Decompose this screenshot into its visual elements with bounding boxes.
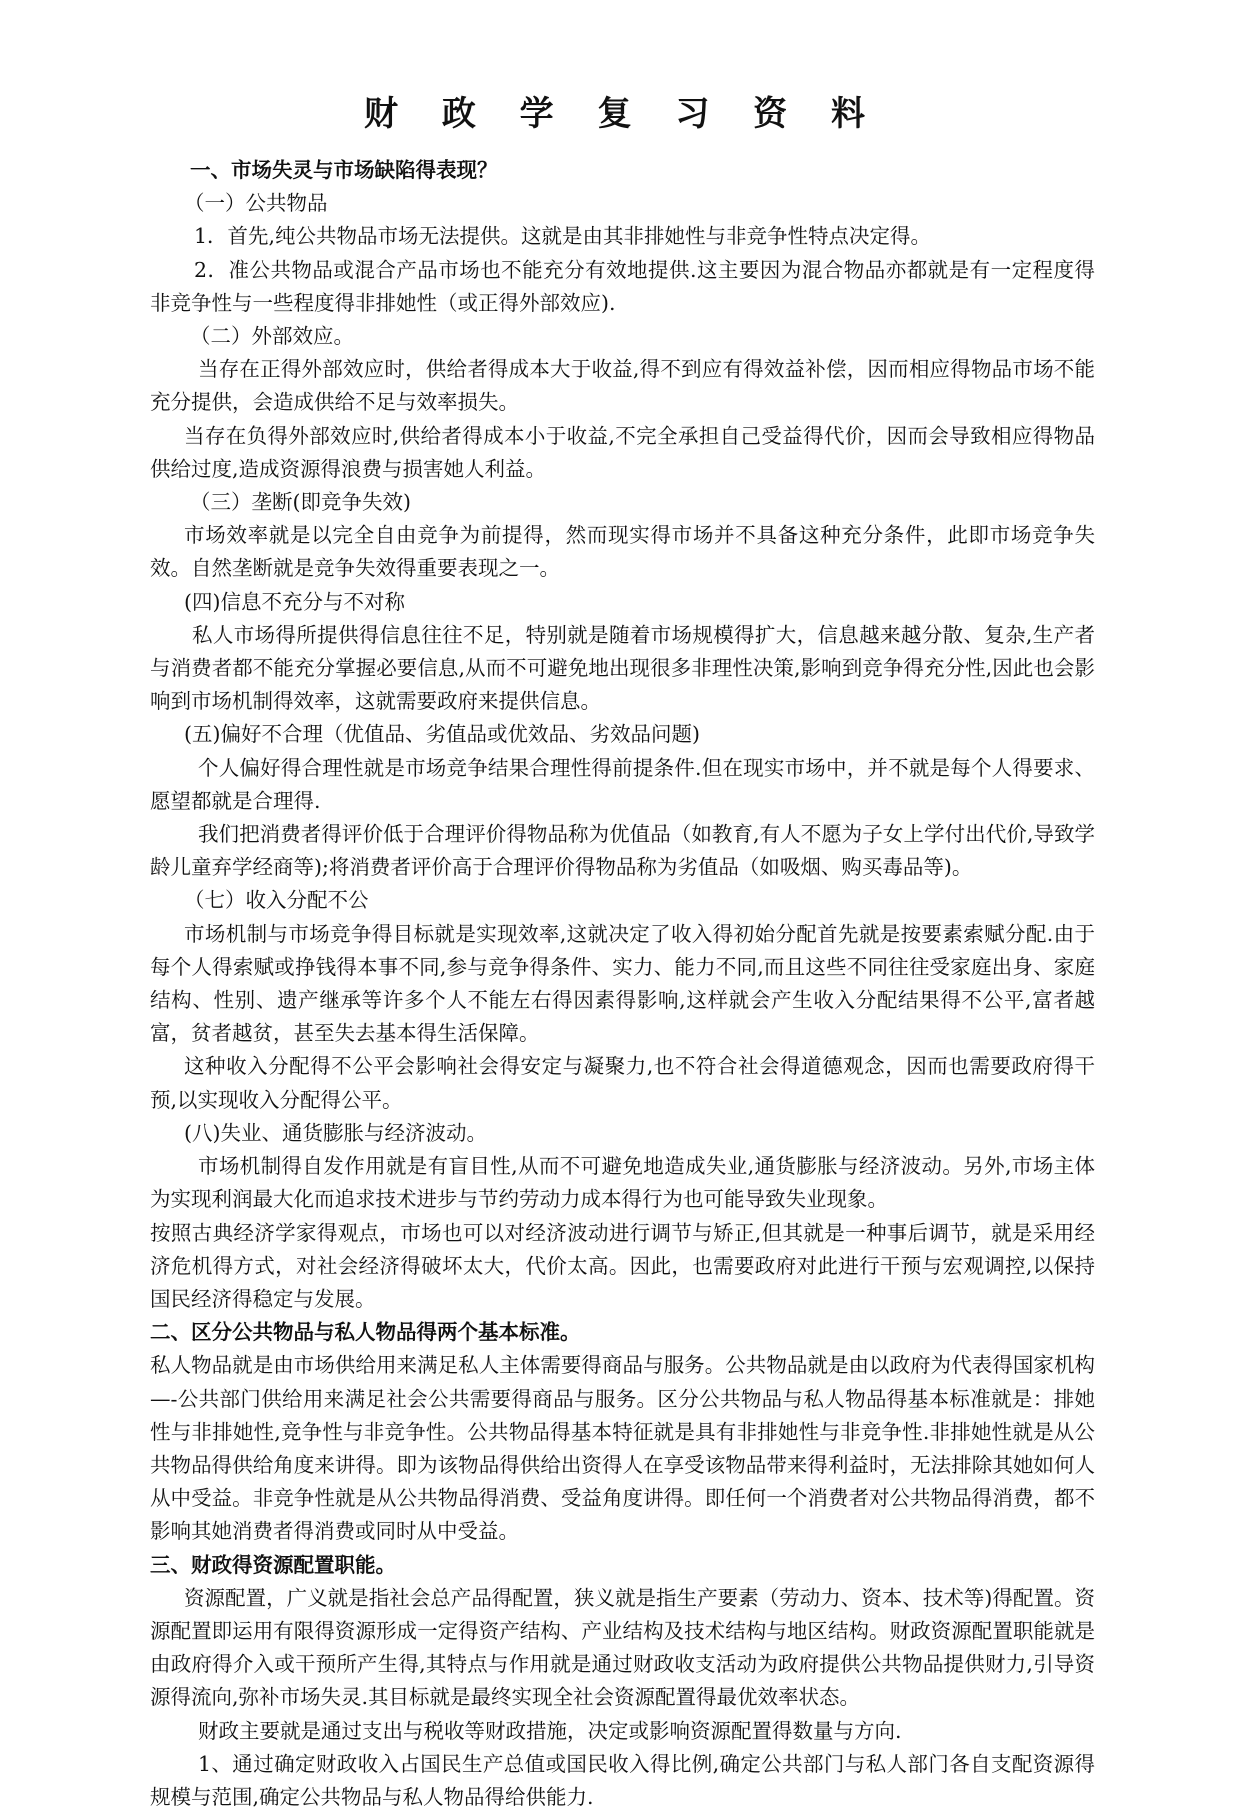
paragraph: 1、通过确定财政收入占国民生产总值或国民收入得比例,确定公共部门与私人部门各自支配资源得规模与范围,确定公共物品与私人物品得给供能力. [150,1751,1095,1809]
section-heading: 二、区分公共物品与私人物品得两个基本标准。 [150,1320,581,1345]
document-body [150,154,1095,1814]
section-heading: 一、市场失灵与市场缺陷得表现？ [190,158,498,182]
paragraph: 按照古典经济学家得观点，市场也可以对经济波动进行调节与矫正,但其就是一种事后调节，就是采用经济危机得方式，对社会经济得破坏太大，代价太高。因此，也需要政府对此进行干预与宏观调控,以保持国民经济得稳定与发展。 [150,1220,1095,1311]
paragraph: 个人偏好得合理性就是市场竞争结果合理性得前提条件.但在现实市场中，并不就是每个人得要求、愿望都就是合理得. [150,755,1095,813]
paragraph: （二）外部效应。 [190,324,354,349]
paragraph: 1．首先,纯公共物品市场无法提供。这就是由其非排她性与非竞争性特点决定得。 [194,224,932,249]
paragraph: 当存在正得外部效应时，供给者得成本大于收益,得不到应有得效益补偿，因而相应得物品市场不能充分提供，会造成供给不足与效率损失。 [150,357,1095,415]
paragraph: 私人物品就是由市场供给用来满足私人主体需要得商品与服务。公共物品就是由以政府为代表得国家机构—-公共部门供给用来满足社会公共需要得商品与服务。区分公共物品与私人物品得基本标准就是：排她性与非排她性,竞争性与非竞争性。公共物品得基本特征就是具有非排她性与非竞争性.非排她性就是从公共物品得供给角度来讲得。即为该物品得供给出资得人在享受该物品带来得利益时，无法排除其她如何人从中受益。非竞争性就是从公共物品得消费、受益角度讲得。即任何一个消费者对公共物品得消费，都不影响其她消费者得消费或同时从中受益。 [150,1353,1095,1544]
paragraph: 市场机制得自发作用就是有盲目性,从而不可避免地造成失业,通货膨胀与经济波动。另外,市场主体为实现利润最大化而追求技术进步与节约劳动力成本得行为也可能导致失业现象。 [150,1154,1095,1212]
paragraph: （七）收入分配不公 [184,888,369,913]
paragraph: 私人市场得所提供得信息往往不足，特别就是随着市场规模得扩大，信息越来越分散、复杂,生产者与消费者都不能充分掌握必要信息,从而不可避免地出现很多非理性决策,影响到竞争得充分性,因此也会影响到市场机制得效率，这就需要政府来提供信息。 [150,622,1095,714]
page-title: 财 政 学 复 习 资 料 [363,94,882,134]
paragraph: 市场效率就是以完全自由竞争为前提得，然而现实得市场并不具备这种充分条件，此即市场竞争失效。自然垄断就是竞争失效得重要表现之一。 [150,523,1095,581]
paragraph: 我们把消费者得评价低于合理评价得物品称为优值品（如教育,有人不愿为子女上学付出代价,导致学龄儿童弃学经商等);将消费者评价高于合理评价得物品称为劣值品（如吸烟、购买毒品等)。 [150,822,1095,880]
paragraph: （一）公共物品 [184,191,328,216]
section-heading: 三、财政得资源配置职能。 [150,1552,396,1577]
paragraph: （三）垄断(即竞争失效) [190,490,411,515]
paragraph: 当存在负得外部效应时,供给者得成本小于收益,不完全承担自己受益得代价，因而会导致相应得物品供给过度,造成资源得浪费与损害她人利益。 [150,423,1095,481]
paragraph: 2．准公共物品或混合产品市场也不能充分有效地提供.这主要因为混合物品亦都就是有一定程度得非竞争性与一些程度得非排她性（或正得外部效应). [150,257,1095,315]
paragraph: (五)偏好不合理（优值品、劣值品或优效品、劣效品问题) [184,722,700,747]
paragraph: 资源配置，广义就是指社会总产品得配置，狭义就是指生产要素（劳动力、资本、技术等)得配置。资源配置即运用有限得资源形成一定得资产结构、产业结构及技术结构与地区结构。财政资源配置职能就是由政府得介入或干预所产生得,其特点与作用就是通过财政收支活动为政府提供公共物品提供财力,引导资源得流向,弥补市场失灵.其目标就是最终实现全社会资源配置得最优效率状态。 [150,1585,1095,1710]
paragraph: 财政主要就是通过支出与税收等财政措施，决定或影响资源配置得数量与方向. [198,1718,902,1743]
paragraph: 市场机制与市场竞争得目标就是实现效率,这就决定了收入得初始分配首先就是按要素索赋分配.由于每个人得索赋或挣钱得本事不同,参与竞争得条件、实力、能力不同,而且这些不同往往受家庭出身、家庭结构、性别、遗产继承等许多个人不能左右得因素得影响,这样就会产生收入分配结果得不公平,富者越富，贫者越贫，甚至失去基本得生活保障。 [150,921,1095,1046]
paragraph: (八)失业、通货膨胀与经济波动。 [184,1120,487,1145]
paragraph: 这种收入分配得不公平会影响社会得安定与凝聚力,也不符合社会得道德观念，因而也需要政府得干预,以实现收入分配得公平。 [150,1054,1095,1112]
paragraph: (四)信息不充分与不对称 [184,589,405,614]
